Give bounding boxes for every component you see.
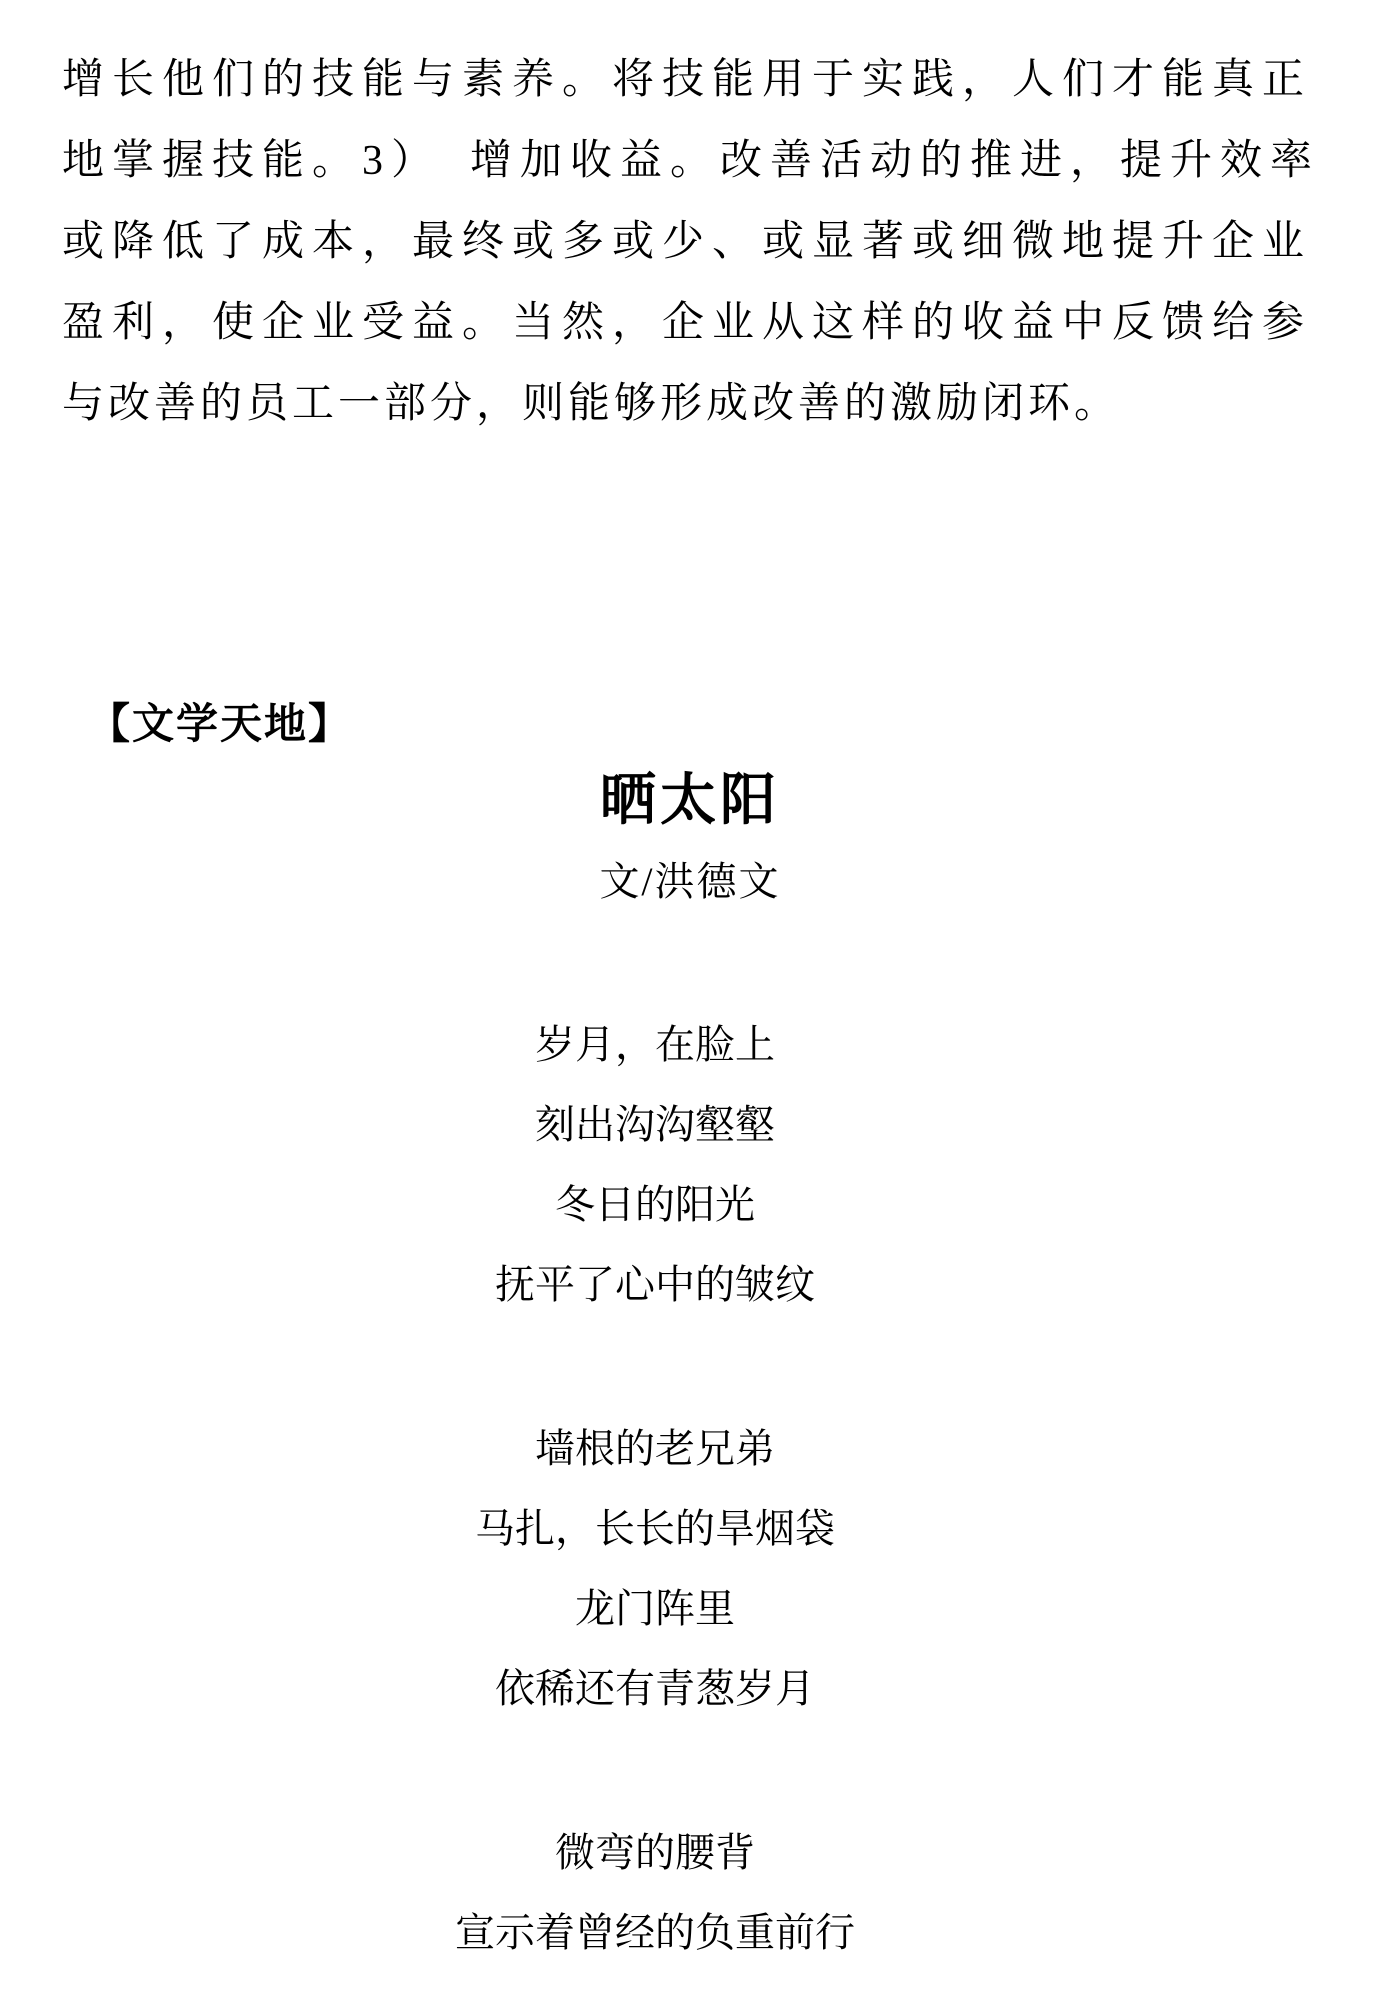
poem-line: 刻出沟沟壑壑: [535, 1102, 775, 1147]
paragraph-line: 与改善的员工一部分，则能够形成改善的激励闭环。: [62, 381, 1121, 427]
poem-line: 宣示着曾经的负重前行: [455, 1910, 855, 1955]
poem-line: 马扎，长长的旱烟袋: [475, 1506, 835, 1551]
poem-line: 墙根的老兄弟: [535, 1426, 775, 1471]
poem-byline: 文/洪德文: [599, 859, 781, 904]
poem-line: 微弯的腰背: [555, 1830, 755, 1875]
poem-line: 岁月，在脸上: [535, 1022, 775, 1067]
poem-stanza-1: [30, 1005, 1280, 1325]
paragraph-line: 地掌握技能。3） 增加收益。改善活动的推进，提升效率: [62, 138, 1321, 184]
paragraph-line: 增长他们的技能与素养。将技能用于实践，人们才能真正: [62, 57, 1313, 103]
article-paragraph: [62, 40, 1321, 445]
poem-stanza-3: [30, 1813, 1280, 1973]
section-header-literature: 【文学天地】: [88, 702, 353, 748]
poem-body: [30, 1005, 1280, 1973]
paragraph-line: 盈利，使企业受益。当然，企业从这样的收益中反馈给参: [62, 300, 1313, 346]
poem-line: 依稀还有青葱岁月: [495, 1666, 815, 1711]
paragraph-line: 或降低了成本，最终或多或少、或显著或细微地提升企业: [62, 219, 1313, 265]
poem-line: 抚平了心中的皱纹: [495, 1262, 815, 1307]
poem-stanza-2: [30, 1409, 1280, 1729]
poem-line: 冬日的阳光: [555, 1182, 755, 1227]
poem-line: 龙门阵里: [575, 1586, 735, 1631]
poem-title: 晒太阳: [600, 770, 780, 832]
